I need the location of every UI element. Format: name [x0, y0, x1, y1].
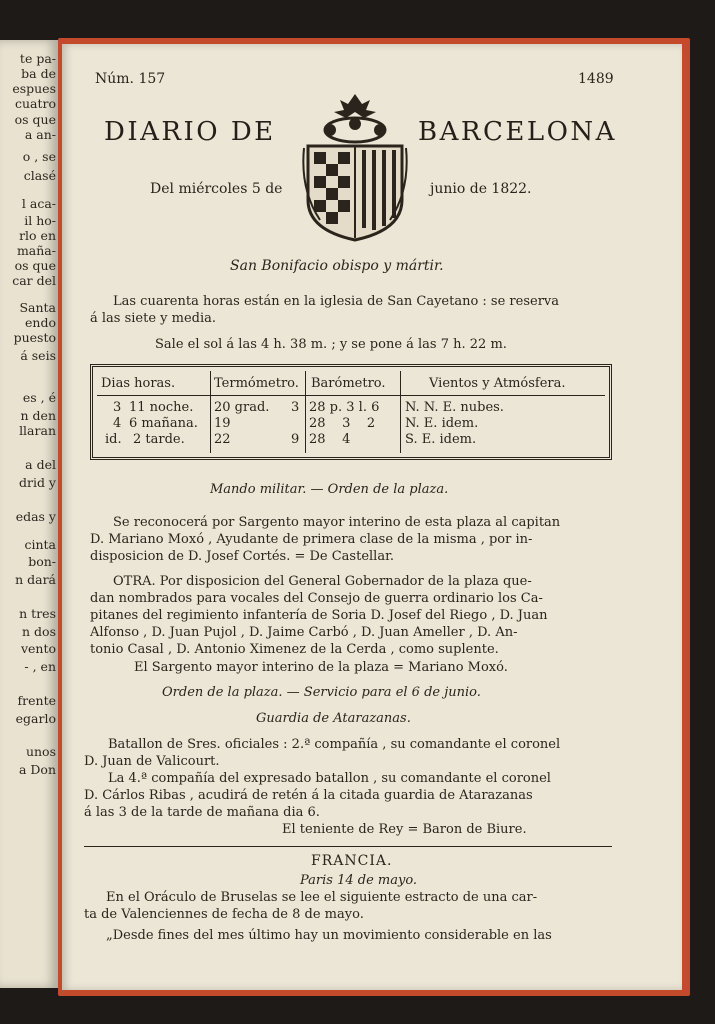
left-page-line: car del [12, 273, 56, 288]
paragraph-line: Batallon de Sres. oficiales : 2.ª compañía , su comandante el coronel [108, 737, 561, 752]
weather-thermo: 19 [214, 416, 231, 431]
left-page-line: llaran [19, 423, 56, 438]
left-page-line: Santa [19, 300, 56, 315]
left-page-line: cuatro [14, 96, 56, 111]
france-dateline: Paris 14 de mayo. [300, 873, 418, 888]
section-divider [84, 846, 612, 847]
order-title: Orden de la plaza. — Servicio para el 6 de junio. [162, 685, 481, 700]
weather-header: Termómetro. [214, 376, 299, 391]
left-page-line: espues [12, 81, 56, 96]
weather-day: 3 [113, 400, 122, 415]
weather-thermo: 20 grad. [214, 400, 270, 415]
paragraph-line: „Desde fines del mes último hay un movimiento considerable en las [106, 928, 552, 943]
left-page-line: clasé [23, 168, 56, 183]
weather-day: 4 [113, 416, 122, 431]
paragraph-line: Se reconocerá por Sargento mayor interino de esta plaza al capitan [113, 515, 561, 530]
paragraph-line: tonio Casal , D. Antonio Ximenez de la Cerda , como suplente. [90, 642, 499, 657]
left-page-line: te pa- [19, 51, 56, 66]
left-page-line: á seis [20, 348, 56, 363]
left-page-line: a Don [18, 762, 56, 777]
left-page-line: drid y [18, 475, 56, 490]
weather-wind: N. E. idem. [405, 416, 479, 431]
signature-line: El Sargento mayor interino de la plaza = Mariano Moxó. [134, 660, 508, 675]
left-page-line: es , é [22, 390, 56, 405]
forty-hours-line2: á las siete y media. [90, 311, 217, 326]
left-page-line: - , en [24, 659, 56, 674]
weather-hour: 2 tarde. [133, 432, 185, 447]
forty-hours-line1: Las cuarenta horas están en la iglesia de San Cayetano : se reserva [113, 294, 560, 309]
issue-number: Núm. 157 [95, 71, 166, 87]
weather-wind: N. N. E. nubes. [405, 400, 504, 415]
paragraph-line: En el Oráculo de Bruselas se lee el siguiente estracto de una car- [106, 890, 538, 905]
weather-baro: 28 3 2 [309, 416, 376, 431]
date-left: Del miércoles 5 de [150, 181, 283, 197]
paragraph-line: OTRA. Por disposicion del General Gobernador de la plaza que- [113, 574, 532, 589]
paragraph-line: dan nombrados para vocales del Consejo de guerra ordinario los Ca- [90, 591, 543, 606]
weather-baro: 28 p. 3 l. 6 [309, 400, 380, 415]
left-page-line: il ho- [24, 213, 56, 228]
paragraph-line: ta de Valenciennes de fecha de 8 de mayo. [84, 907, 364, 922]
coat-of-arms-icon [300, 90, 410, 245]
left-page-line: vento [20, 641, 56, 656]
left-page [0, 40, 58, 988]
weather-header: Dias horas. [101, 376, 176, 391]
masthead-right: BARCELONA [418, 117, 617, 147]
paragraph-line: Alfonso , D. Juan Pujol , D. Jaime Carbó , D. Juan Ameller , D. An- [90, 625, 518, 640]
page-number: 1489 [578, 71, 614, 87]
left-page-line: os que [14, 112, 56, 127]
saint-of-day: San Bonifacio obispo y mártir. [230, 258, 444, 274]
left-page-line: a del [25, 457, 56, 472]
left-page-line: frente [17, 693, 56, 708]
signature-line: El teniente de Rey = Baron de Biure. [282, 822, 527, 837]
guard-title: Guardia de Atarazanas. [256, 711, 411, 726]
left-page-line: os que [14, 258, 56, 273]
weather-thermo-frac: 9 [291, 432, 300, 447]
left-page-line: n dará [15, 572, 56, 587]
weather-header: Barómetro. [311, 376, 386, 391]
left-page-line: n den [20, 408, 56, 423]
date-right: junio de 1822. [430, 181, 532, 197]
paragraph-line: á las 3 de la tarde de mañana dia 6. [84, 805, 320, 820]
weather-wind: S. E. idem. [405, 432, 477, 447]
military-title: Mando militar. — Orden de la plaza. [210, 482, 449, 497]
weather-thermo: 22 [214, 432, 231, 447]
weather-table [90, 364, 612, 460]
weather-thermo-frac: 3 [291, 400, 300, 415]
france-title: FRANCIA. [311, 853, 393, 869]
left-page-line: edas y [15, 509, 56, 524]
paragraph-line: D. Mariano Moxó , Ayudante de primera clase de la misma , por in- [90, 532, 533, 547]
left-page-line: a an- [24, 127, 56, 142]
left-page-line: unos [25, 744, 56, 759]
masthead-left: DIARIO DE [104, 117, 276, 147]
left-page-line: egarlo [15, 711, 56, 726]
sun-times: Sale el sol á las 4 h. 38 m. ; y se pone á las 7 h. 22 m. [155, 337, 507, 352]
left-page-line: puesto [13, 330, 56, 345]
weather-hour: 11 noche. [129, 400, 194, 415]
paragraph-line: disposicion de D. Josef Cortés. = De Castellar. [90, 549, 395, 564]
left-page-line: maña- [16, 243, 56, 258]
left-page-line: cinta [24, 537, 56, 552]
paragraph-line: La 4.ª compañía del expresado batallon , su comandante el coronel [108, 771, 551, 786]
left-page-line: n tres [19, 606, 56, 621]
paragraph-line: D. Juan de Valicourt. [84, 754, 220, 769]
left-page-line: endo [25, 315, 56, 330]
left-page-line: ba de [21, 66, 56, 81]
weather-day: id. [105, 432, 122, 447]
weather-header: Vientos y Atmósfera. [429, 376, 566, 391]
left-page-line: n dos [22, 624, 56, 639]
paragraph-line: pitanes del regimiento infantería de Soria D. Josef del Riego , D. Juan [90, 608, 548, 623]
left-page-line: o , se [22, 149, 56, 164]
left-page-line: bon- [28, 554, 56, 569]
paragraph-line: D. Cárlos Ribas , acudirá de retén á la citada guardia de Atarazanas [84, 788, 533, 803]
weather-baro: 28 4 [309, 432, 351, 447]
left-page-line: rlo en [19, 228, 56, 243]
left-page-line: l aca- [21, 196, 56, 211]
weather-hour: 6 mañana. [129, 416, 198, 431]
